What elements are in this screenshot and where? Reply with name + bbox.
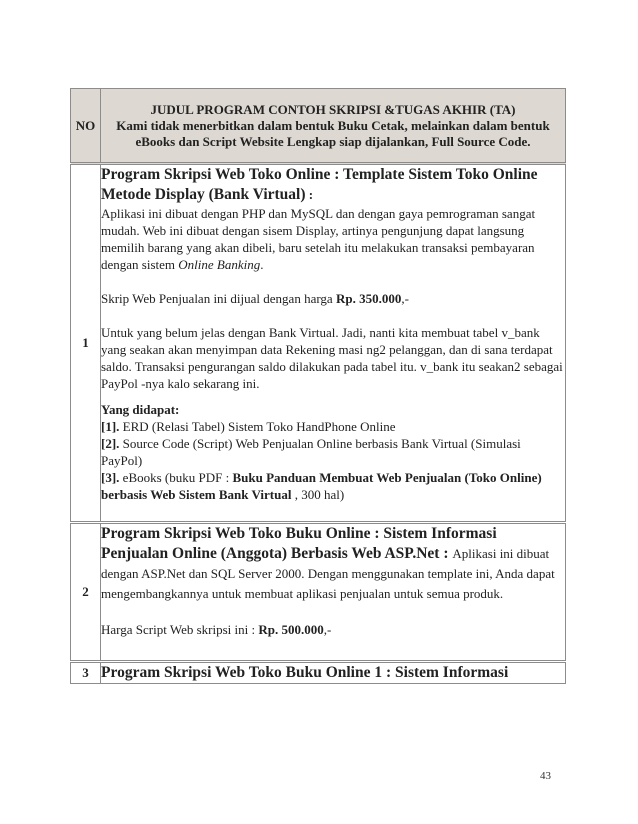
price-suffix: ,- (401, 291, 409, 306)
row-content (101, 523, 566, 662)
price-line (101, 621, 565, 638)
page-number: 43 (540, 770, 551, 782)
deliverable-text: Source Code (Script) Web Penjualan Online berbasis Bank Virtual (Simulasi PayPol) (101, 436, 521, 468)
program-description (101, 205, 565, 273)
no-column-header: NO (71, 89, 101, 164)
price-value: Rp. 500.000 (258, 622, 324, 637)
deliverable-text: ERD (Relasi Tabel) Sistem Toko HandPhone Online (119, 419, 396, 434)
price-line (101, 290, 565, 307)
deliverable-item (101, 435, 565, 469)
description-text: Aplikasi ini dibuat dengan PHP dan MySQL dan dengan gaya pemrograman sangat mudah. Web ini dibuat dengan sisem Display, artinya pengunjung dapat langsung memilih barang yang akan dibeli, baru setelah itu melakukan transaksi pembayaran dengan sistem (101, 206, 536, 272)
header-title: JUDUL PROGRAM CONTOH SKRIPSI &TUGAS AKHIR (TA) (150, 101, 516, 117)
program-title (101, 524, 565, 604)
program-title-text: Program Skripsi Web Toko Online : Template Sistem Toko Online Metode Display (Bank Virtual) (101, 166, 538, 203)
header-subtitle: Kami tidak menerbitkan dalam bentuk Buku Cetak, melainkan dalam bentuk eBooks dan Script Website Lengkap siap dijalankan, Full Source Code. (116, 117, 550, 149)
header-title-cell (101, 89, 566, 164)
catalog-table (70, 88, 566, 684)
program-description: Aplikasi ini dibuat dengan ASP.Net dan SQL Server 2000. Dengan menggunakan template ini, Anda dapat mengembangkannya untuk membuat aplikasi penjualan untuk semua produk. (101, 546, 555, 601)
row-number: 1 (71, 164, 101, 523)
deliverables-label: Yang didapat: (101, 402, 180, 417)
price-label: Harga Script Web skripsi ini : (101, 622, 259, 637)
table-row (71, 662, 566, 684)
deliverable-text: eBooks (buku PDF : (119, 470, 233, 485)
price-value: Rp. 350.000 (335, 291, 402, 306)
description-end: . (260, 257, 264, 272)
program-title: Program Skripsi Web Toko Buku Online 1 : Sistem Informasi (101, 662, 566, 684)
price-suffix: ,- (323, 622, 332, 637)
deliverable-pages: , 300 hal) (291, 487, 345, 502)
program-title-text: Program Skripsi Web Toko Buku Online : Sistem Informasi Penjualan Online (Anggota) Berbasis Web ASP.Net (101, 525, 497, 562)
table-row (71, 164, 566, 523)
program-title-sep: : (439, 545, 453, 562)
table-header-row (71, 89, 566, 164)
program-title (101, 165, 565, 205)
row-content (101, 164, 566, 523)
price-label: Skrip Web Penjualan ini dijual dengan harga (101, 291, 336, 306)
bank-virtual-note: Untuk yang belum jelas dengan Bank Virtual. Jadi, nanti kita membuat tabel v_bank yang seakan akan menyimpan data Rekening masi ng2 pelanggan, dan di sana terdapat saldo. Transaksi pengurangan saldo dilakukan pada tabel itu. v_bank itu seakan2 sebagai PayPol -nya kalo sekarang ini. (101, 325, 563, 391)
row-number: 2 (71, 523, 101, 662)
row-number: 3 (71, 662, 101, 684)
deliverable-ebook-title: Buku Panduan Membuat Web Penjualan (Toko Online) berbasis Web Sistem Bank Virtual (101, 470, 542, 502)
program-title-sep: : (305, 187, 314, 202)
deliverable-number: [3]. (101, 470, 120, 485)
deliverable-number: [1]. (101, 419, 120, 434)
deliverable-item (101, 469, 565, 503)
deliverable-number: [2]. (101, 436, 120, 451)
description-emphasis: Online Banking (178, 257, 261, 272)
deliverable-item (101, 418, 565, 435)
table-row (71, 523, 566, 662)
